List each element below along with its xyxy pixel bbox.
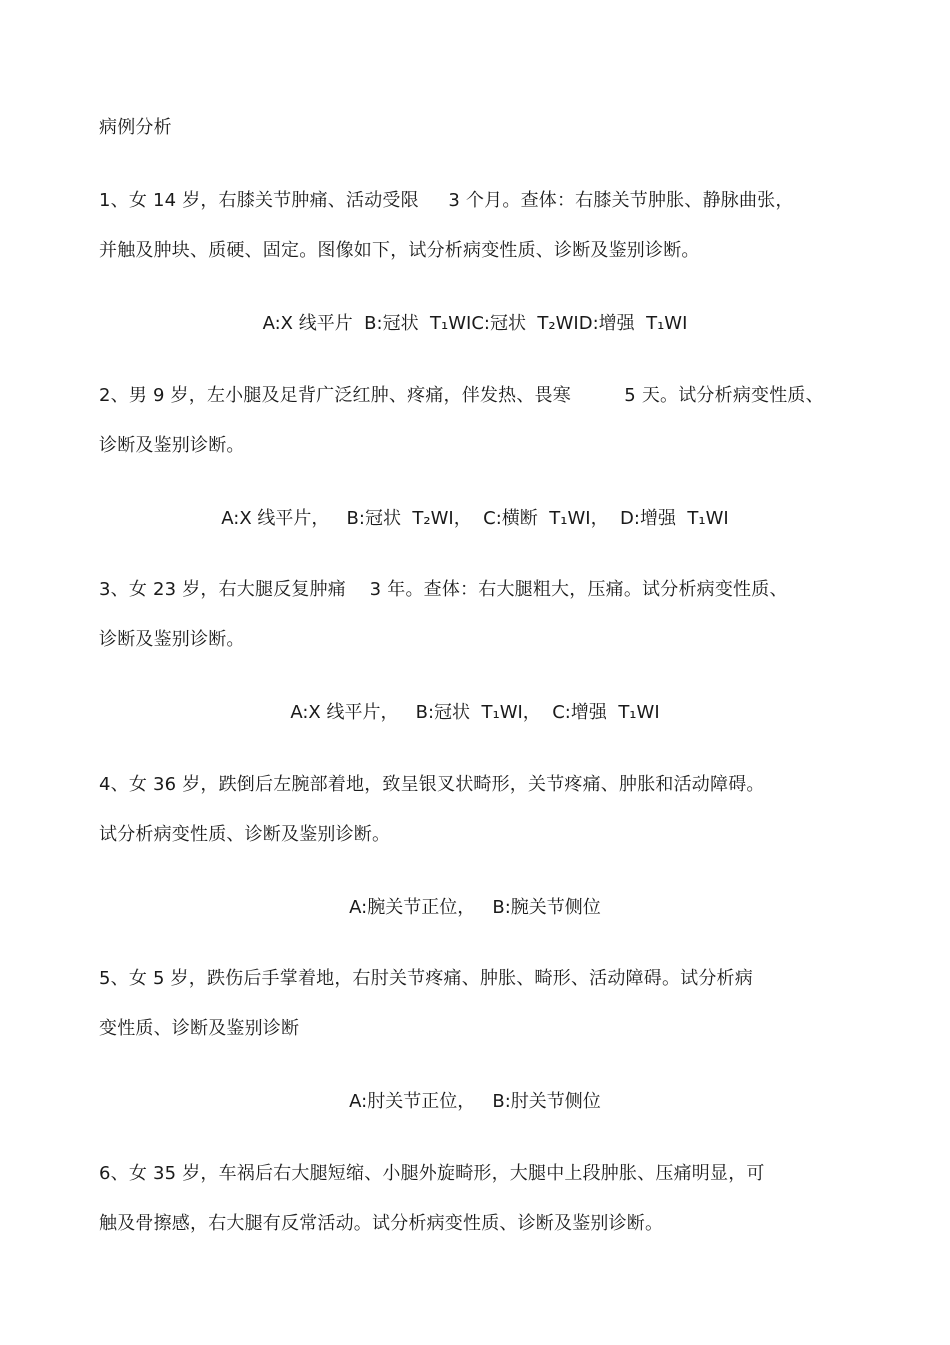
case-4-line-1: 4、女 36 岁，跌倒后左腕部着地，致呈银叉状畸形，关节疼痛、肿胀和活动障碍。	[99, 774, 765, 795]
case-4-image-caption: A:腕关节正位， B:腕关节侧位	[349, 897, 601, 918]
case-2-line-2: 诊断及鉴别诊断。	[99, 435, 245, 456]
case-5-image-caption: A:肘关节正位， B:肘关节侧位	[349, 1091, 601, 1112]
case-1-line-2: 并触及肿块、质硬、固定。图像如下，试分析病变性质、诊断及鉴别诊断。	[99, 240, 700, 261]
case-4-line-2: 试分析病变性质、诊断及鉴别诊断。	[99, 824, 391, 845]
case-3-image-caption: A:X 线平片， B:冠状 T₁WI， C:增强 T₁WI	[290, 702, 660, 723]
case-2-line-1: 2、男 9 岁，左小腿及足背广泛红肿、疼痛，伴发热、畏寒 5 天。试分析病变性质、	[99, 385, 824, 406]
case-6-line-2: 触及骨擦感，右大腿有反常活动。试分析病变性质、诊断及鉴别诊断。	[99, 1213, 664, 1234]
case-1-image-caption: A:X 线平片 B:冠状 T₁WIC:冠状 T₂WID:增强 T₁WI	[262, 313, 688, 334]
case-2-image-caption: A:X 线平片， B:冠状 T₂WI， C:横断 T₁WI， D:增强 T₁WI	[221, 508, 729, 529]
case-5-line-2: 变性质、诊断及鉴别诊断	[99, 1018, 300, 1039]
case-3-line-1: 3、女 23 岁，右大腿反复肿痛 3 年。查体：右大腿粗大，压痛。试分析病变性质、	[99, 579, 788, 600]
page-title: 病例分析	[99, 117, 172, 138]
case-3-line-2: 诊断及鉴别诊断。	[99, 629, 245, 650]
case-5-line-1: 5、女 5 岁，跌伤后手掌着地，右肘关节疼痛、肿胀、畸形、活动障碍。试分析病	[99, 968, 753, 989]
case-1-line-1: 1、女 14 岁，右膝关节肿痛、活动受限 3 个月。查体：右膝关节肿胀、静脉曲张，	[99, 190, 794, 211]
case-6-line-1: 6、女 35 岁，车祸后右大腿短缩、小腿外旋畸形，大腿中上段肿胀、压痛明显，可	[99, 1163, 765, 1184]
